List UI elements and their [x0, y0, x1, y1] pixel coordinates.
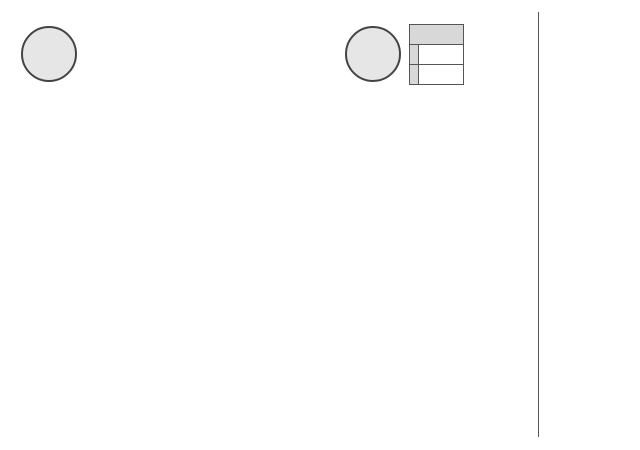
- column-divider: [538, 12, 539, 437]
- info-label: [410, 45, 419, 65]
- info-value: [419, 65, 464, 85]
- info-label: [410, 65, 419, 85]
- problem-number-badge-answer: [345, 26, 401, 82]
- info-value: [419, 45, 464, 65]
- problem-number-badge: [21, 26, 77, 82]
- info-table: [409, 24, 464, 85]
- info-title: [410, 25, 464, 45]
